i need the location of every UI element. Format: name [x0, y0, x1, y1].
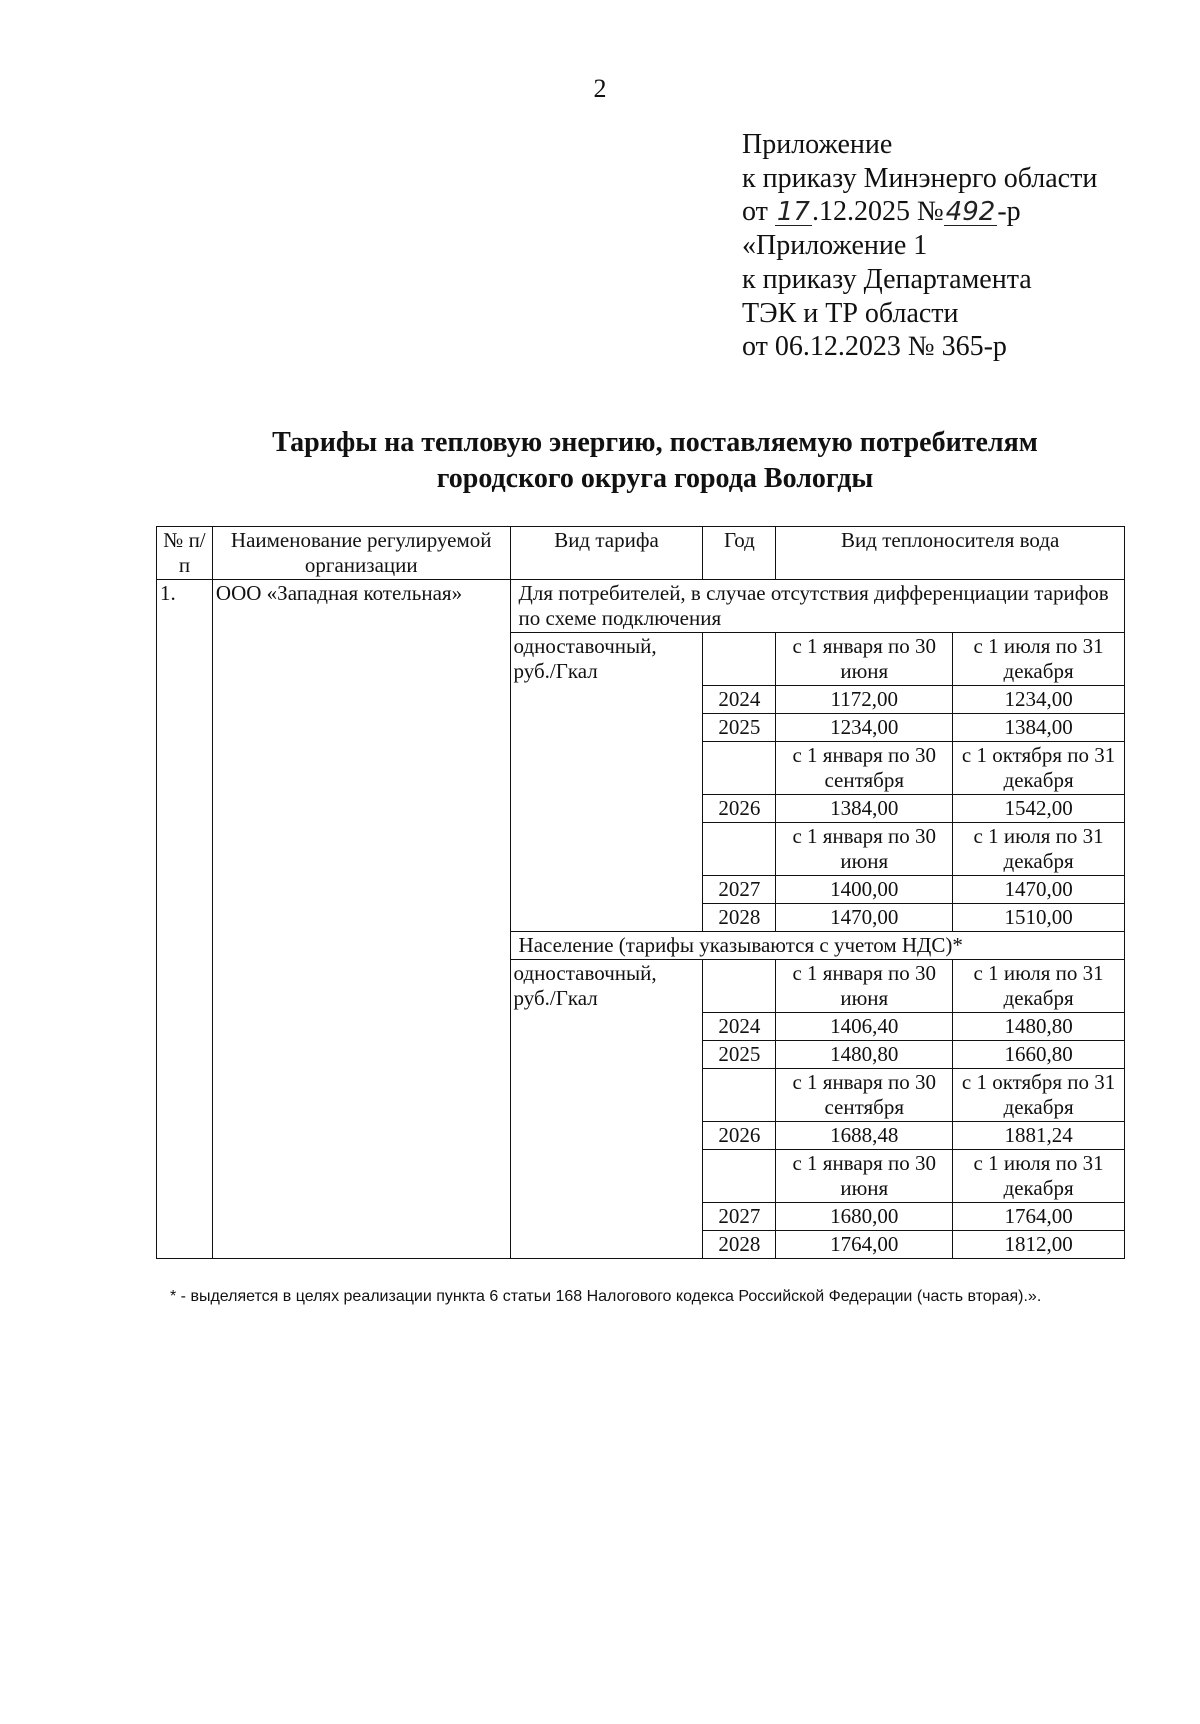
tariff-value-2: 1542,00 — [953, 795, 1125, 823]
appendix-line: ТЭК и ТР области — [742, 297, 959, 329]
tariff-value-2: 1660,80 — [953, 1041, 1125, 1069]
year-cell — [703, 823, 776, 876]
appendix-line: от 06.12.2023 № 365-р — [742, 331, 1007, 363]
title-line: городского округа города Вологды — [436, 463, 874, 494]
year-cell — [703, 633, 776, 686]
document-title — [140, 425, 1170, 497]
tariff-value-2: 1812,00 — [953, 1231, 1125, 1259]
org-name: ООО «Западная котельная» — [212, 580, 510, 1259]
header-num: № п/п — [157, 527, 213, 580]
order-number-handwritten: 492 — [945, 197, 996, 228]
header-carrier: Вид теплоносителя вода — [776, 527, 1125, 580]
tariff-value-2: 1881,24 — [953, 1122, 1125, 1150]
tariff-value-1: 1470,00 — [776, 904, 953, 932]
year-cell — [703, 1150, 776, 1203]
year-cell — [703, 960, 776, 1013]
tariff-value-1: 1406,40 — [776, 1013, 953, 1041]
year-cell: 2024 — [703, 686, 776, 714]
tariff-value-2: 1384,00 — [953, 714, 1125, 742]
tariff-value-2: 1234,00 — [953, 686, 1125, 714]
appendix-block — [742, 128, 1182, 364]
group-label-row — [157, 580, 1125, 633]
tariff-value-1: 1688,48 — [776, 1122, 953, 1150]
row-number: 1. — [157, 580, 213, 1259]
tariff-value-1: 1764,00 — [776, 1231, 953, 1259]
year-cell: 2027 — [703, 1203, 776, 1231]
tariff-value-1: 1480,80 — [776, 1041, 953, 1069]
period-2: с 1 июля по 31 декабря — [953, 823, 1125, 876]
period-1: с 1 января по 30 июня — [776, 960, 953, 1013]
period-2: с 1 октября по 31 декабря — [953, 742, 1125, 795]
group-label: Население (тарифы указываются с учетом НДС)* — [510, 932, 1124, 960]
year-cell: 2027 — [703, 876, 776, 904]
tariff-value-1: 1400,00 — [776, 876, 953, 904]
tariff-value-1: 1234,00 — [776, 714, 953, 742]
year-cell — [703, 742, 776, 795]
header-org: Наименование регулируемой организации — [212, 527, 510, 580]
tariff-value-1: 1680,00 — [776, 1203, 953, 1231]
tariff-value-2: 1480,80 — [953, 1013, 1125, 1041]
period-1: с 1 января по 30 сентября — [776, 742, 953, 795]
period-2: с 1 июля по 31 декабря — [953, 1150, 1125, 1203]
header-year: Год — [703, 527, 776, 580]
period-2: с 1 июля по 31 декабря — [953, 960, 1125, 1013]
period-1: с 1 января по 30 сентября — [776, 1069, 953, 1122]
period-1: с 1 января по 30 июня — [776, 633, 953, 686]
year-cell: 2025 — [703, 1041, 776, 1069]
appendix-order-line — [742, 195, 1182, 229]
year-cell: 2028 — [703, 1231, 776, 1259]
group-label: Для потребителей, в случае отсутствия дифференциации тарифов по схеме подключения — [510, 580, 1124, 633]
year-cell: 2024 — [703, 1013, 776, 1041]
tariff-table — [156, 526, 1125, 1259]
tariff-value-1: 1172,00 — [776, 686, 953, 714]
tariff-value-2: 1764,00 — [953, 1203, 1125, 1231]
order-date-text: .12.2025 № — [811, 196, 944, 228]
year-cell — [703, 1069, 776, 1122]
period-2: с 1 июля по 31 декабря — [953, 633, 1125, 686]
order-prefix: от — [742, 196, 775, 228]
page-number: 2 — [593, 74, 607, 103]
appendix-line: «Приложение 1 — [742, 230, 928, 262]
tariff-value-2: 1470,00 — [953, 876, 1125, 904]
year-cell: 2026 — [703, 795, 776, 823]
order-day-handwritten: 17 — [776, 197, 810, 228]
appendix-line: к приказу Минэнерго области — [742, 162, 1098, 194]
footnote: * - выделяется в целях реализации пункта 6 статьи 168 Налогового кодекса Российской Федерации (часть вторая).». — [170, 1288, 1042, 1305]
tariff-value-2: 1510,00 — [953, 904, 1125, 932]
tariff-type: одноставочный, руб./Гкал — [510, 633, 703, 932]
year-cell: 2028 — [703, 904, 776, 932]
header-tariff-type: Вид тарифа — [510, 527, 703, 580]
period-1: с 1 января по 30 июня — [776, 823, 953, 876]
appendix-line: к приказу Департамента — [742, 263, 1032, 295]
year-cell: 2026 — [703, 1122, 776, 1150]
table-header-row — [157, 527, 1125, 580]
tariff-type: одноставочный, руб./Гкал — [510, 960, 703, 1259]
appendix-line: Приложение — [742, 129, 893, 160]
title-line: Тарифы на тепловую энергию, поставляемую потребителям — [272, 427, 1038, 458]
year-cell: 2025 — [703, 714, 776, 742]
period-1: с 1 января по 30 июня — [776, 1150, 953, 1203]
period-2: с 1 октября по 31 декабря — [953, 1069, 1125, 1122]
tariff-value-1: 1384,00 — [776, 795, 953, 823]
order-suffix: -р — [997, 196, 1021, 228]
